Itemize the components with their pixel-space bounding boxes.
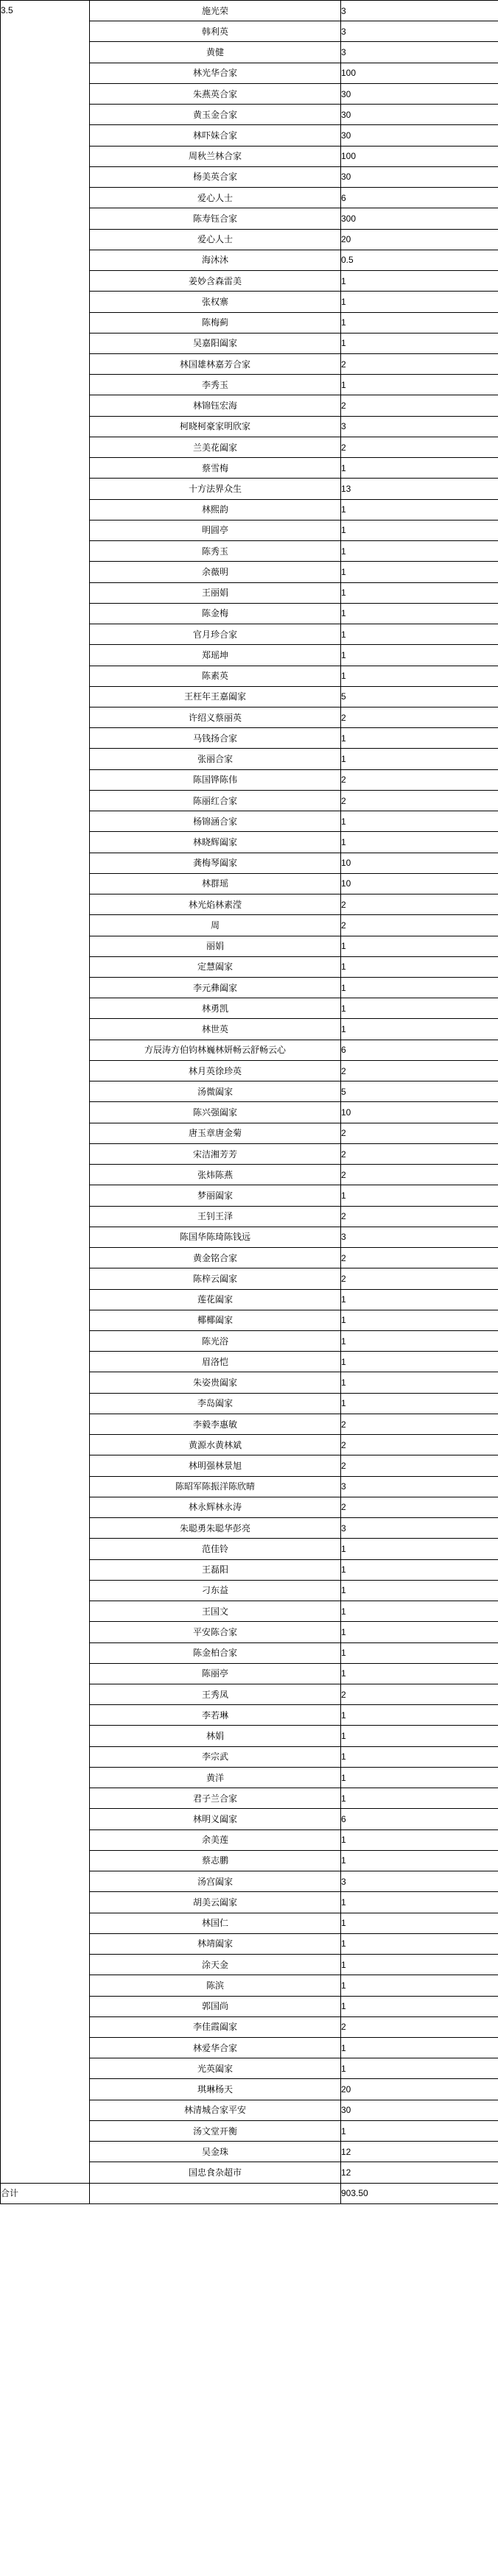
donor-name: 林光焰林素滢: [90, 894, 341, 915]
donation-amount: 1: [341, 375, 498, 395]
donation-amount: 1: [341, 1788, 498, 1809]
donation-amount: 3: [341, 1871, 498, 1892]
donor-name: 林明义阖家: [90, 1809, 341, 1829]
section-number: 3.5: [1, 1, 90, 2184]
donor-name: 明圆亭: [90, 520, 341, 540]
donation-amount: 2: [341, 707, 498, 727]
donor-name: 眉洛恺: [90, 1352, 341, 1372]
total-row: [1, 2183, 498, 2203]
donor-name: 陈丽亭: [90, 1663, 341, 1684]
donation-amount: 2: [341, 1435, 498, 1455]
donation-amount: 1: [341, 1746, 498, 1767]
total-empty-cell: [90, 2183, 341, 2203]
donor-name: 林靖阖家: [90, 1933, 341, 1954]
donation-amount: 3: [341, 416, 498, 437]
donation-amount: 12: [341, 2162, 498, 2183]
donation-amount: 2: [341, 1497, 498, 1517]
donor-name: 林月英徐珍英: [90, 1060, 341, 1081]
donor-name: 吴嘉阳阖家: [90, 333, 341, 353]
donation-amount: 2: [341, 1060, 498, 1081]
donation-amount: 1: [341, 1933, 498, 1954]
donor-name: 爱心人士: [90, 229, 341, 250]
donation-amount: 1: [341, 1352, 498, 1372]
donation-amount: 3: [341, 1, 498, 21]
donor-name: 郭国尚: [90, 1996, 341, 2016]
donor-name: 张炜陈燕: [90, 1165, 341, 1185]
donation-amount: 1: [341, 1850, 498, 1871]
donation-amount: 2: [341, 894, 498, 915]
donor-name: 陈金柏合家: [90, 1642, 341, 1663]
donor-name: 陈光浴: [90, 1331, 341, 1352]
donor-name: 李毅李惠敏: [90, 1414, 341, 1434]
donor-name: 张权寨: [90, 292, 341, 312]
donation-amount: 30: [341, 83, 498, 104]
donation-table-body: [1, 1, 498, 2204]
donor-name: 王国文: [90, 1601, 341, 1622]
donor-name: 林晓辉阖家: [90, 832, 341, 853]
donor-name: 姜妙含森雷美: [90, 271, 341, 292]
donor-name: 陈素英: [90, 666, 341, 686]
donor-name: 光英阖家: [90, 2058, 341, 2079]
donation-amount: 1: [341, 1539, 498, 1559]
donor-name: 韩利英: [90, 21, 341, 42]
donor-name: 李宗武: [90, 1746, 341, 1767]
donation-amount: 2: [341, 790, 498, 811]
donor-name: 王磊阳: [90, 1559, 341, 1580]
donation-amount: 1: [341, 728, 498, 749]
donor-name: 王枉年王嘉阖家: [90, 686, 341, 707]
donation-amount: 3: [341, 42, 498, 63]
donation-amount: 1: [341, 1393, 498, 1414]
donation-amount: 3: [341, 1518, 498, 1539]
donor-name: 兰美花阖家: [90, 437, 341, 457]
donor-name: 林吓妹合家: [90, 125, 341, 146]
donor-name: 陈昭军陈振洋陈欣晴: [90, 1476, 341, 1497]
donor-name: 林世英: [90, 1019, 341, 1040]
donor-name: 君子兰合家: [90, 1788, 341, 1809]
donor-name: 王钊王泽: [90, 1206, 341, 1227]
donor-name: 龚梅琴阖家: [90, 853, 341, 873]
donor-name: 李秀玉: [90, 375, 341, 395]
donor-name: 黄源水黄林斌: [90, 1435, 341, 1455]
donor-name: 爱心人士: [90, 188, 341, 208]
donor-name: 宋洁湘芳芳: [90, 1143, 341, 1164]
donation-amount: 1: [341, 1372, 498, 1393]
donation-amount: 1: [341, 1663, 498, 1684]
donor-name: 杨锦涵合家: [90, 811, 341, 832]
donation-amount: 1: [341, 749, 498, 769]
donor-name: 余薇明: [90, 562, 341, 582]
donation-amount: 1: [341, 1829, 498, 1850]
donation-amount: 1: [341, 1601, 498, 1622]
donor-name: 海沐沐: [90, 250, 341, 270]
donor-name: 汤微阖家: [90, 1081, 341, 1102]
donor-name: 丽娟: [90, 936, 341, 956]
donation-amount: 1: [341, 1289, 498, 1310]
donor-name: 李岛阖家: [90, 1393, 341, 1414]
donor-name: 汤宫阖家: [90, 1871, 341, 1892]
donor-name: 胡美云阖家: [90, 1892, 341, 1913]
donation-amount: 2: [341, 1206, 498, 1227]
donor-name: 范佳铃: [90, 1539, 341, 1559]
donation-amount: 1: [341, 832, 498, 853]
donor-name: 黄健: [90, 42, 341, 63]
donation-amount: 1: [341, 1559, 498, 1580]
donation-amount: 1: [341, 541, 498, 562]
donor-name: 陈梓云阖家: [90, 1268, 341, 1289]
donor-name: 莲花阖家: [90, 1289, 341, 1310]
donation-amount: 1: [341, 956, 498, 977]
donation-amount: 2: [341, 915, 498, 936]
donor-name: 林娟: [90, 1726, 341, 1746]
donor-name: 周: [90, 915, 341, 936]
donation-amount: 1: [341, 1913, 498, 1933]
donor-name: 刁东益: [90, 1580, 341, 1601]
donation-amount: 1: [341, 1892, 498, 1913]
donor-name: 朱燕英合家: [90, 83, 341, 104]
donor-name: 陈金梅: [90, 603, 341, 624]
donor-name: 陈滨: [90, 1975, 341, 1996]
donation-amount: 1: [341, 499, 498, 520]
donation-amount: 1: [341, 624, 498, 645]
donation-amount: 6: [341, 188, 498, 208]
donation-amount: 0.5: [341, 250, 498, 270]
donor-name: 涂天金: [90, 1955, 341, 1975]
donation-amount: 1: [341, 1767, 498, 1788]
donation-amount: 100: [341, 146, 498, 166]
donation-amount: 30: [341, 125, 498, 146]
donor-name: 林光华合家: [90, 63, 341, 83]
donation-amount: 30: [341, 166, 498, 187]
donor-name: 汤文堂开衡: [90, 2120, 341, 2141]
donor-name: 林勇凯: [90, 998, 341, 1019]
donation-amount: 13: [341, 479, 498, 499]
donor-name: 黄玉金合家: [90, 105, 341, 125]
donation-amount: 2: [341, 1414, 498, 1434]
donation-amount: 1: [341, 603, 498, 624]
donor-name: 林永辉林永涛: [90, 1497, 341, 1517]
donation-amount: 30: [341, 105, 498, 125]
donation-amount: 1: [341, 1331, 498, 1352]
donation-amount: 3: [341, 21, 498, 42]
donor-name: 方辰涛方伯钧林巍林妍畅云舒畅云心: [90, 1040, 341, 1060]
donation-amount: 1: [341, 520, 498, 540]
donation-amount: 1: [341, 1019, 498, 1040]
donation-amount: 30: [341, 2100, 498, 2120]
donor-name: 唐玉章唐金菊: [90, 1123, 341, 1143]
donor-name: 林爱华合家: [90, 2037, 341, 2058]
donor-name: 陈寿钰合家: [90, 208, 341, 229]
donor-name: 柯晓柯豪家明欣家: [90, 416, 341, 437]
donor-name: 陈丽红合家: [90, 790, 341, 811]
donation-amount: 5: [341, 686, 498, 707]
donation-amount: 1: [341, 1642, 498, 1663]
donor-name: 余美莲: [90, 1829, 341, 1850]
donor-name: 林锦钰宏海: [90, 395, 341, 416]
donation-amount: 2: [341, 1268, 498, 1289]
donation-amount: 2: [341, 1143, 498, 1164]
donation-amount: 1: [341, 998, 498, 1019]
total-amount: 903.50: [341, 2183, 498, 2203]
donation-amount: 10: [341, 853, 498, 873]
donation-amount: 1: [341, 582, 498, 603]
donor-name: 定慧阖家: [90, 956, 341, 977]
donor-name: 琪琳杨天: [90, 2079, 341, 2100]
donor-name: 椰椰阖家: [90, 1310, 341, 1330]
donation-amount: 1: [341, 978, 498, 998]
donor-name: 陈国华陈琦陈钱远: [90, 1227, 341, 1247]
donation-amount: 12: [341, 2142, 498, 2162]
donor-name: 许绍义蔡丽英: [90, 707, 341, 727]
donation-amount: 2: [341, 1165, 498, 1185]
donor-name: 李若琳: [90, 1705, 341, 1726]
donation-amount: 1: [341, 312, 498, 333]
donor-name: 十方法界众生: [90, 479, 341, 499]
donor-name: 王丽娟: [90, 582, 341, 603]
donor-name: 马钱扬合家: [90, 728, 341, 749]
donor-name: 蔡志鹏: [90, 1850, 341, 1871]
donation-amount: 2: [341, 1248, 498, 1268]
donor-name: 陈国铧陈伟: [90, 769, 341, 790]
donation-amount: 1: [341, 458, 498, 479]
donation-amount: 1: [341, 1705, 498, 1726]
donation-amount: 1: [341, 666, 498, 686]
donor-name: 林群瑶: [90, 873, 341, 894]
donation-amount: 2: [341, 769, 498, 790]
donation-amount: 6: [341, 1809, 498, 1829]
donor-name: 蔡雪梅: [90, 458, 341, 479]
donation-amount: 5: [341, 1081, 498, 1102]
donor-name: 林清城合家平安: [90, 2100, 341, 2120]
donation-amount: 2: [341, 2016, 498, 2037]
donation-amount: 10: [341, 1102, 498, 1123]
donation-amount: 1: [341, 1580, 498, 1601]
donation-amount: 2: [341, 1455, 498, 1476]
donation-amount: 1: [341, 2058, 498, 2079]
donation-amount: 1: [341, 562, 498, 582]
donation-amount: 1: [341, 2037, 498, 2058]
donation-amount: 1: [341, 271, 498, 292]
donor-name: 张丽合家: [90, 749, 341, 769]
donation-amount: 3: [341, 1227, 498, 1247]
donation-amount: 1: [341, 811, 498, 832]
donor-name: 陈秀玉: [90, 541, 341, 562]
donor-name: 林明强林景旭: [90, 1455, 341, 1476]
donor-name: 朱聪勇朱聪华彭亮: [90, 1518, 341, 1539]
donation-amount: 6: [341, 1040, 498, 1060]
donation-amount: 3: [341, 1476, 498, 1497]
donation-amount: 2: [341, 395, 498, 416]
donor-name: 林国仁: [90, 1913, 341, 1933]
donor-name: 施光荣: [90, 1, 341, 21]
donation-amount: 2: [341, 1123, 498, 1143]
donor-name: 吴金珠: [90, 2142, 341, 2162]
donor-name: 黄洋: [90, 1767, 341, 1788]
donation-amount: 1: [341, 1996, 498, 2016]
donor-name: 李佳霞阖家: [90, 2016, 341, 2037]
donation-amount: 1: [341, 292, 498, 312]
donation-amount: 1: [341, 645, 498, 666]
donor-name: 国忠食杂超市: [90, 2162, 341, 2183]
donor-name: 平安陈合家: [90, 1622, 341, 1642]
donor-name: 郑瑶坤: [90, 645, 341, 666]
total-label: 合计: [1, 2183, 90, 2203]
donation-amount: 1: [341, 1975, 498, 1996]
donation-amount: 10: [341, 873, 498, 894]
donor-name: 官月珍合家: [90, 624, 341, 645]
donation-amount: 1: [341, 936, 498, 956]
donation-amount: 20: [341, 2079, 498, 2100]
donor-name: 陈兴强阖家: [90, 1102, 341, 1123]
donor-name: 梦丽阖家: [90, 1185, 341, 1206]
donor-name: 黄金铭合家: [90, 1248, 341, 1268]
donor-name: 李元彝阖家: [90, 978, 341, 998]
donor-name: 王秀凤: [90, 1684, 341, 1704]
donation-amount: 1: [341, 2120, 498, 2141]
donation-amount: 1: [341, 1955, 498, 1975]
donation-amount: 2: [341, 353, 498, 374]
donation-amount: 2: [341, 437, 498, 457]
donor-name: 林国雄林嘉芳合家: [90, 353, 341, 374]
donation-amount: 20: [341, 229, 498, 250]
donation-amount: 1: [341, 1726, 498, 1746]
donation-amount: 300: [341, 208, 498, 229]
donation-amount: 1: [341, 1622, 498, 1642]
donation-amount: 100: [341, 63, 498, 83]
donation-amount: 1: [341, 1310, 498, 1330]
donor-name: 周秋兰林合家: [90, 146, 341, 166]
donor-name: 林熙韵: [90, 499, 341, 520]
donation-amount: 1: [341, 1185, 498, 1206]
donor-name: 杨美英合家: [90, 166, 341, 187]
table-row: [1, 1, 498, 21]
donation-amount: 1: [341, 333, 498, 353]
donor-name: 陈梅蓟: [90, 312, 341, 333]
donation-amount: 2: [341, 1684, 498, 1704]
donor-name: 朱姿贵阖家: [90, 1372, 341, 1393]
